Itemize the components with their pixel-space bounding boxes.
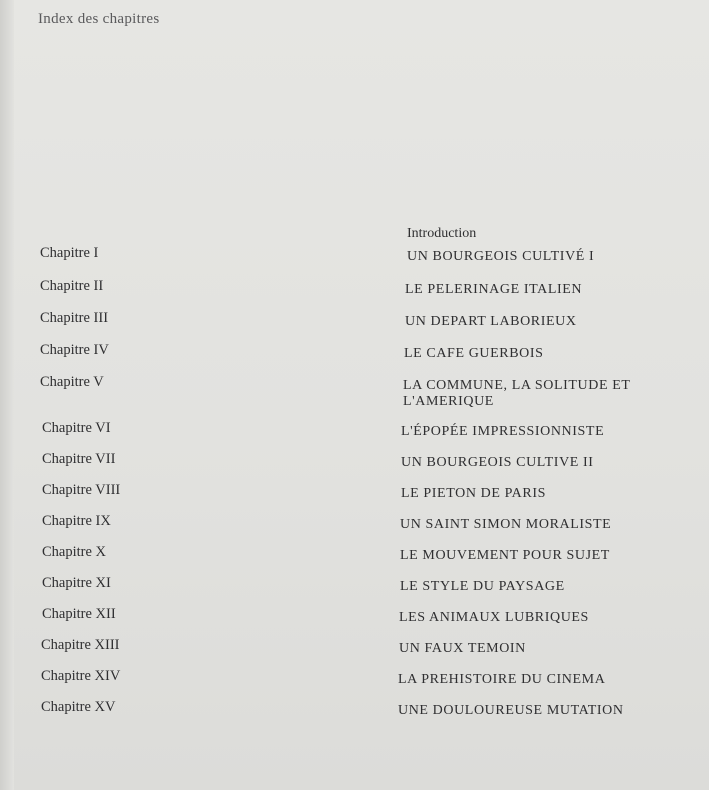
- chapter-row: [0, 278, 709, 308]
- chapter-label: Chapitre X: [42, 544, 107, 560]
- chapter-row: [0, 699, 709, 729]
- chapter-row: [0, 451, 709, 481]
- chapter-title: UNE DOULOUREUSE MUTATION: [398, 703, 624, 718]
- chapter-row: [0, 606, 709, 636]
- index-heading: Index des chapitres: [38, 11, 160, 27]
- chapter-label: Chapitre VII: [42, 451, 116, 467]
- chapter-title: LES ANIMAUX LUBRIQUES: [399, 610, 589, 625]
- chapter-label: Chapitre IV: [40, 342, 109, 358]
- chapter-title: UN DEPART LABORIEUX: [405, 314, 577, 329]
- chapter-row: [0, 637, 709, 667]
- chapter-title: LE PIETON DE PARIS: [401, 486, 546, 501]
- chapter-label: Chapitre I: [40, 245, 99, 261]
- chapter-row: [0, 575, 709, 605]
- chapter-title: UN FAUX TEMOIN: [399, 641, 526, 656]
- chapter-row: [0, 668, 709, 698]
- chapter-title: LE CAFE GUERBOIS: [404, 346, 544, 361]
- chapter-label: Chapitre II: [40, 278, 104, 294]
- chapter-label: Chapitre XI: [42, 575, 111, 591]
- chapter-label: Chapitre XII: [42, 606, 116, 622]
- chapter-row: [0, 482, 709, 512]
- chapter-label: Chapitre VIII: [42, 482, 121, 498]
- chapter-label: Chapitre III: [40, 310, 109, 326]
- chapter-title: LA PREHISTOIRE DU CINEMA: [398, 672, 606, 687]
- chapter-label: Chapitre V: [40, 374, 104, 390]
- introduction-entry: Introduction: [407, 226, 477, 241]
- chapter-title: LE MOUVEMENT POUR SUJET: [400, 548, 610, 563]
- chapter-row: [0, 420, 709, 450]
- chapter-title: L'ÉPOPÉE IMPRESSIONNISTE: [401, 424, 605, 439]
- chapter-title: UN SAINT SIMON MORALISTE: [400, 517, 612, 532]
- chapter-row: [0, 310, 709, 340]
- chapter-row: [0, 513, 709, 543]
- chapter-title: LA COMMUNE, LA SOLITUDE ET L'AMERIQUE: [403, 378, 631, 409]
- chapter-label: Chapitre IX: [42, 513, 111, 529]
- chapter-row: [0, 544, 709, 574]
- chapter-label: Chapitre XIII: [41, 637, 120, 653]
- chapter-row: [0, 374, 709, 409]
- chapter-title: UN BOURGEOIS CULTIVÉ I: [407, 249, 595, 264]
- chapter-label: Chapitre XIV: [41, 668, 121, 684]
- chapter-title: LE PELERINAGE ITALIEN: [405, 282, 583, 297]
- chapter-label: Chapitre XV: [41, 699, 116, 715]
- chapter-row: [0, 342, 709, 372]
- chapter-title: UN BOURGEOIS CULTIVE II: [401, 455, 594, 470]
- chapter-row: [0, 245, 709, 275]
- chapter-title: LE STYLE DU PAYSAGE: [400, 579, 565, 594]
- chapter-label: Chapitre VI: [42, 420, 111, 436]
